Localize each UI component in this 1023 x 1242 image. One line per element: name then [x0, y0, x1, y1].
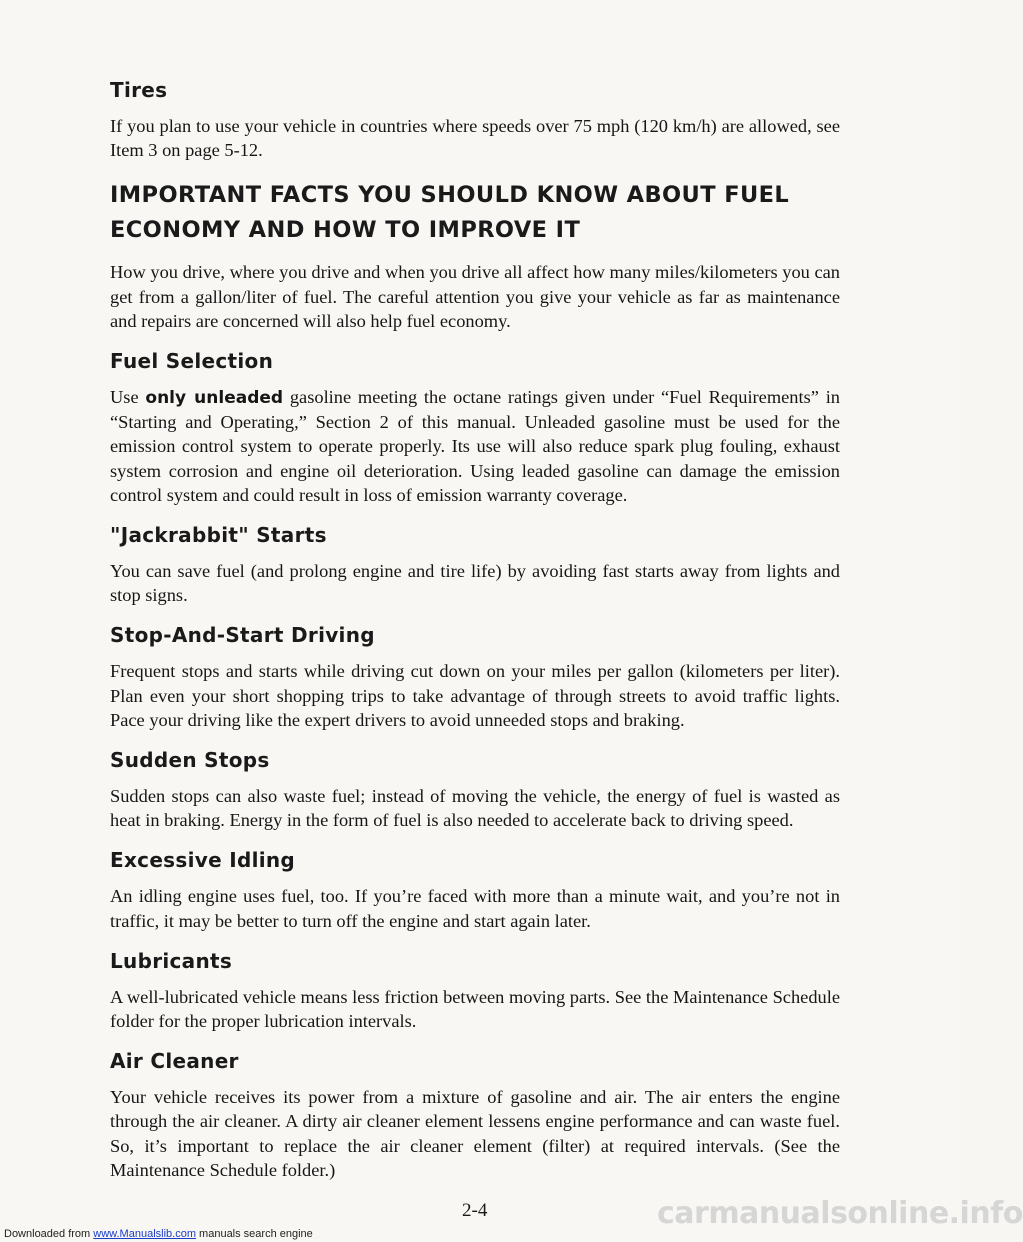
- heading-sudden-stops: Sudden Stops: [110, 748, 270, 773]
- paragraph-air-cleaner: Your vehicle receives its power from a mixture of gasoline and air. The air enters the engine through the air cleaner. A dirty air cleaner element lessens engine performance and can waste fuel. So, it’s important to replace the air cleaner element (filter) at required intervals. (See the Maintenance Schedule folder.): [110, 1087, 840, 1180]
- page-number: 2-4: [462, 1200, 488, 1221]
- heading-stop-and-start: Stop-And-Start Driving: [110, 623, 375, 648]
- paragraph-excessive-idling: An idling engine uses fuel, too. If you’re faced with more than a minute wait, and you’re not in traffic, it may be better to turn off the engine and start again later.: [110, 886, 840, 931]
- fuel-selection-text-start: Use: [110, 387, 139, 408]
- heading-fuel-selection: Fuel Selection: [110, 349, 274, 374]
- paragraph-lubricants: A well-lubricated vehicle means less friction between moving parts. See the Maintenance Schedule folder for the proper lubrication intervals.: [110, 986, 840, 1032]
- paragraph-stop-and-start: Frequent stops and starts while driving cut down on your miles per gallon (kilometers per liter). Plan even your short shopping trips to take advantage of through streets to avoid traffic lights. Pace your driving like the expert drivers to avoid unneeded stops and braking.: [110, 661, 840, 730]
- footer-suffix: manuals search engine: [199, 1228, 313, 1240]
- footer-link[interactable]: www.Manualslib.com: [93, 1228, 196, 1240]
- heading-lubricants: Lubricants: [110, 948, 233, 973]
- heading-jackrabbit-starts: "Jackrabbit" Starts: [110, 523, 327, 548]
- paragraph-sudden-stops: Sudden stops can also waste fuel; instead of moving the vehicle, the energy of fuel is wasted as heat in braking. Energy in the form of fuel is also needed to accelerate back to driving speed.: [110, 786, 840, 831]
- download-footer: [4, 1228, 313, 1240]
- heading-tires: Tires: [110, 78, 168, 102]
- page-content: [110, 78, 840, 1198]
- heading-fuel-economy-facts: IMPORTANT FACTS YOU SHOULD KNOW ABOUT FUEL ECONOMY AND HOW TO IMPROVE IT: [110, 182, 790, 244]
- paragraph-fuel-economy: How you drive, where you drive and when you drive all affect how many miles/kilometers you can get from a gallon/liter of fuel. The careful attention you give your vehicle as far as maintenance and repairs are concerned will also help fuel economy.: [110, 262, 840, 331]
- fuel-selection-text-rest: gasoline meeting the octane ratings given under “Fuel Requirements” in “Starting and Operating,” Section 2 of this manual. Unleaded gasoline must be used for the emission control system to operate properly. Its use will also reduce spark plug fouling, exhaust system corrosion and engine oil deterioration. Using leaded gasoline can damage the emission control system and could result in loss of emission warranty coverage.: [110, 387, 840, 505]
- paragraph-tires: If you plan to use your vehicle in countries where speeds over 75 mph (120 km/h) are allowed, see Item 3 on page 5-12.: [110, 116, 840, 161]
- footer-prefix: Downloaded from: [4, 1228, 91, 1240]
- heading-air-cleaner: Air Cleaner: [110, 1049, 239, 1074]
- heading-excessive-idling: Excessive Idling: [110, 848, 296, 873]
- fuel-selection-emphasis: only unleaded: [145, 388, 284, 409]
- paragraph-fuel-selection: [110, 385, 840, 507]
- paragraph-jackrabbit-starts: You can save fuel (and prolong engine and tire life) by avoiding fast starts away from lights and stop signs.: [110, 561, 840, 606]
- watermark-logo: carmanualsonline.info: [657, 1196, 1023, 1231]
